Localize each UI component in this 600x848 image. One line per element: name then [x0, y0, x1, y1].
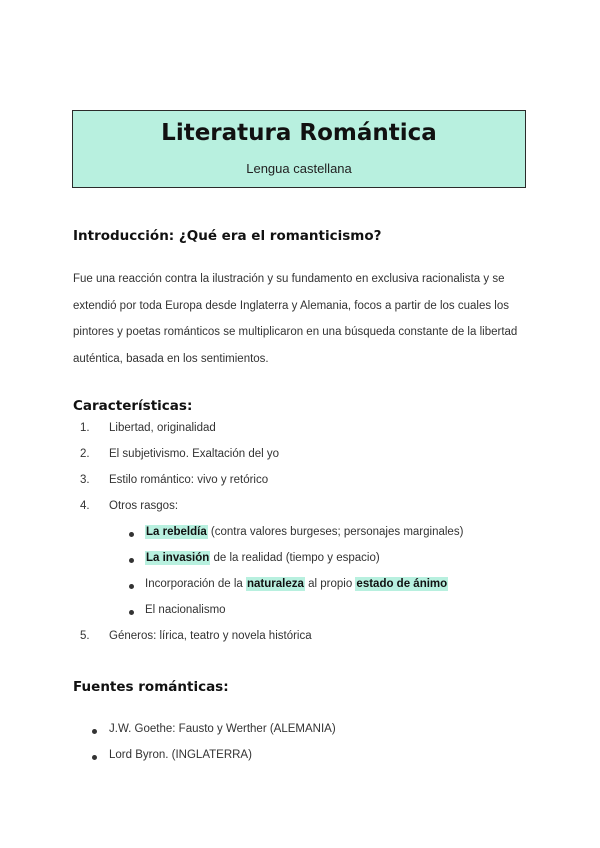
sub-item-content	[145, 578, 448, 590]
list-number: 1.	[80, 422, 90, 434]
list-number: 5.	[80, 630, 90, 642]
highlight-text: naturaleza	[247, 578, 304, 590]
sub-item-text: (contra valores burgeses; personajes marginales)	[207, 526, 464, 538]
features-heading: Características:	[73, 398, 193, 414]
sub-item-text: al propio	[304, 578, 356, 590]
sources-heading: Fuentes románticas:	[73, 679, 229, 695]
sub-item-text: El nacionalismo	[145, 604, 226, 616]
sub-item-content	[145, 526, 463, 538]
bullet-icon	[129, 558, 134, 563]
highlight-text: estado de ánimo	[356, 578, 448, 590]
intro-paragraph: Fue una reacción contra la ilustración y su fundamento en exclusiva racionalista y se extendió por toda Europa desde Inglaterra y Alemania, focos a partir de los cuales los pintores y poetas románticos se multiplicaron en una búsqueda constante de la libertad auténtica, basada en los sentimientos.	[73, 273, 518, 365]
list-text: Estilo romántico: vivo y retórico	[109, 474, 269, 486]
highlight-text: La rebeldía	[146, 526, 207, 538]
document-title: Literatura Romántica	[161, 120, 437, 146]
source-text: J.W. Goethe: Fausto y Werther (ALEMANIA)	[109, 723, 336, 735]
source-text: Lord Byron. (INGLATERRA)	[109, 749, 252, 761]
list-number: 2.	[80, 448, 90, 460]
bullet-icon	[92, 755, 97, 760]
intro-heading: Introducción: ¿Qué era el romanticismo?	[73, 228, 382, 244]
list-number: 3.	[80, 474, 90, 486]
sub-item-text: de la realidad (tiempo y espacio)	[210, 552, 380, 564]
title-box	[72, 110, 526, 188]
bullet-icon	[129, 532, 134, 537]
sub-item-content	[145, 552, 380, 564]
list-number: 4.	[80, 500, 90, 512]
bullet-icon	[129, 584, 134, 589]
bullet-icon	[92, 729, 97, 734]
list-text: Géneros: lírica, teatro y novela histórica	[109, 630, 312, 642]
list-text: El subjetivismo. Exaltación del yo	[109, 448, 280, 460]
sub-item-text: Incorporación de la	[145, 578, 247, 590]
highlight-text: La invasión	[146, 552, 210, 564]
list-text: Libertad, originalidad	[109, 422, 216, 434]
document-subtitle: Lengua castellana	[246, 161, 352, 176]
list-text: Otros rasgos:	[109, 500, 179, 512]
bullet-icon	[129, 610, 134, 615]
